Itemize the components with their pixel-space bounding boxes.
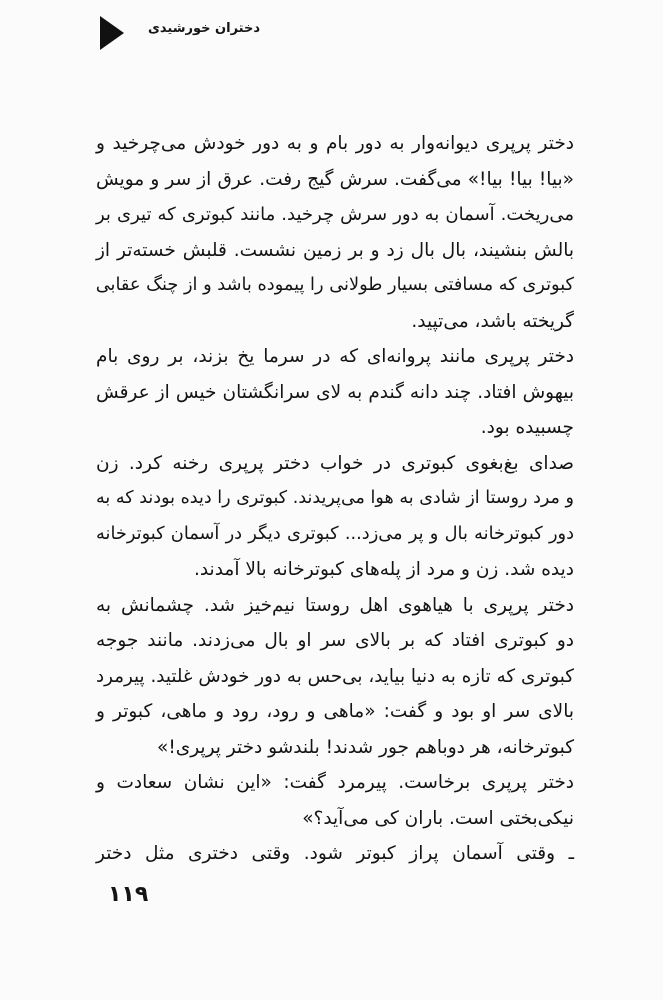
page-number: ۱۱۹ bbox=[108, 882, 149, 907]
text-line: دختر پرپری با هیاهوی اهل روستا نیم‌خیز شد. چشمانش به bbox=[96, 594, 574, 616]
paragraph bbox=[96, 588, 574, 766]
text-line: و مرد روستا از شادی به هوا می‌پریدند. کبوتری را دیده بودند که به bbox=[96, 488, 574, 508]
text-line: «بیا! بیا! بیا!» می‌گفت. سرش گیج رفت. عرق از سر و مویش bbox=[96, 168, 574, 190]
text-line: دختر پرپری مانند پروانه‌ای که در سرما یخ بزند، بر روی بام bbox=[96, 346, 574, 367]
text-line: دیده شد. زن و مرد از پله‌های کبوترخانه بالا آمدند. bbox=[193, 559, 574, 580]
text-line: بالش بنشیند، بال بال زد و بر زمین نشست. قلبش خسته‌تر از bbox=[96, 239, 574, 261]
text-line: دختر پرپری دیوانه‌وار به دور بام و به دور خودش می‌چرخید و bbox=[96, 133, 574, 154]
text-line: نیکی‌بختی است. باران کی می‌آید؟» bbox=[302, 807, 574, 829]
text-line: می‌ریخت. آسمان به دور سرش چرخید. مانند کبوتری که تیری بر bbox=[96, 204, 574, 225]
text-line: صدای بغ‌بغوی کبوتری در خواب دختر پرپری رخنه کرد. زن bbox=[96, 452, 574, 474]
paragraph bbox=[96, 765, 574, 836]
text-line: چسبیده بود. bbox=[480, 417, 574, 438]
text-line: کبوترخانه، هر دوباهم جور شدند! بلندشو دختر پرپری!» bbox=[157, 736, 574, 758]
text-line: بیهوش افتاد. چند دانه گندم به لای سرانگشتان خیس از عرقش bbox=[96, 381, 574, 403]
body-text bbox=[96, 126, 574, 872]
paragraph bbox=[96, 339, 574, 446]
triangle-marker-icon bbox=[100, 16, 124, 50]
text-line: گریخته باشد، می‌تپید. bbox=[411, 310, 574, 332]
text-line: ـ وقتی آسمان پراز کبوتر شود. وقتی دختری مثل دختر bbox=[96, 843, 574, 864]
text-line: بالای سر او بود و گفت: «ماهی و رود، رود و ماهی، کبوتر و bbox=[96, 701, 574, 722]
paragraph bbox=[96, 836, 574, 872]
text-line: دو کبوتری افتاد که بر بالای سر او بال می‌زدند. مانند جوجه bbox=[96, 630, 574, 651]
text-line: دختر پرپری برخاست. پیرمرد گفت: «این نشان سعادت و bbox=[96, 772, 574, 793]
text-line: کبوتری که تازه به دنیا بیاید، بی‌حس به دور خودش غلتید. پیرمرد bbox=[96, 665, 574, 687]
paragraph bbox=[96, 126, 574, 339]
paragraph bbox=[96, 446, 574, 588]
running-title: دختران خورشیدی bbox=[148, 21, 261, 36]
text-line: کبوتری که مسافتی بسیار طولانی را پیموده باشد و از چنگ عقابی bbox=[95, 275, 574, 295]
text-line: دور کبوترخانه بال و پر می‌زد... کبوتری دیگر در آسمان کبوترخانه bbox=[96, 523, 574, 544]
